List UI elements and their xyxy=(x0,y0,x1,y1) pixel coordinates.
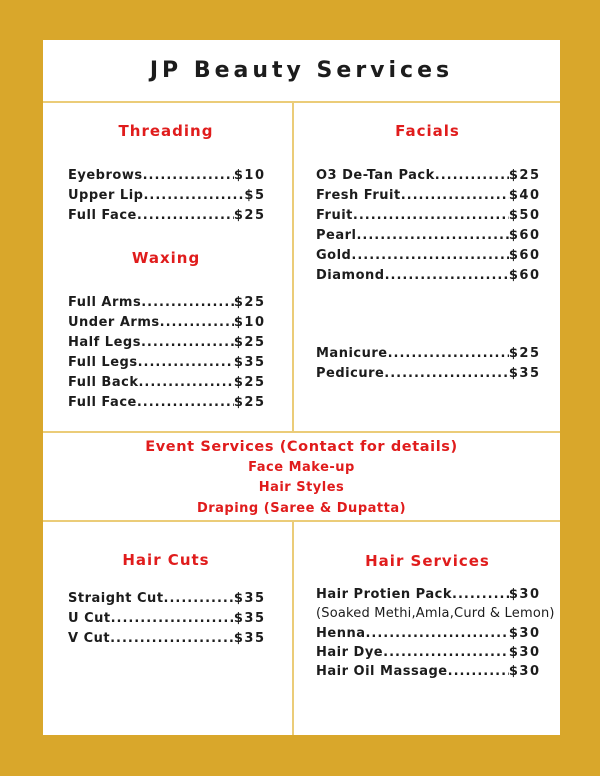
item-label: Full Back xyxy=(68,375,139,390)
menu-item xyxy=(68,186,264,206)
item-price: $35 xyxy=(508,366,541,381)
menu-item xyxy=(316,364,539,384)
menu-item xyxy=(316,206,539,226)
column-threading-waxing xyxy=(43,103,294,431)
item-label: Eyebrows xyxy=(68,168,143,183)
dot-leader xyxy=(137,393,234,413)
item-price: $10 xyxy=(233,168,266,183)
column-hair-cuts xyxy=(43,522,294,735)
hair-protein-pack-note: (Soaked Methi,Amla,Curd & Lemon) xyxy=(316,606,555,622)
item-label: Half Legs xyxy=(68,335,141,350)
dot-leader xyxy=(452,585,509,604)
hair-cuts-heading: Hair Cuts xyxy=(122,551,210,569)
dot-leader xyxy=(448,662,509,681)
item-price: $10 xyxy=(233,315,266,330)
item-label: O3 De-Tan Pack xyxy=(316,168,435,183)
event-service-item: Draping (Saree & Dupatta) xyxy=(196,500,407,516)
item-label: Upper Lip xyxy=(68,188,144,203)
item-label: Straight Cut xyxy=(68,591,164,606)
item-price: $60 xyxy=(508,228,541,243)
menu-item xyxy=(68,629,264,649)
item-label: Diamond xyxy=(316,268,385,283)
item-label: Manicure xyxy=(316,346,388,361)
menu-item xyxy=(316,166,539,186)
dot-leader xyxy=(141,333,234,353)
menu-item xyxy=(316,643,539,662)
menu-item xyxy=(68,333,264,353)
hair-services-heading: Hair Services xyxy=(365,552,490,570)
menu-item xyxy=(316,585,539,604)
item-label: U Cut xyxy=(68,611,111,626)
item-price: $30 xyxy=(508,644,541,660)
item-label: V Cut xyxy=(68,631,111,646)
item-price: $5 xyxy=(244,188,266,203)
page-title: JP Beauty Services xyxy=(149,58,454,83)
main-section xyxy=(43,103,560,431)
dot-leader xyxy=(435,166,509,186)
dot-leader xyxy=(164,589,234,609)
dot-leader xyxy=(111,609,234,629)
item-label: Full Arms xyxy=(68,295,142,310)
column-facials xyxy=(294,103,560,431)
dot-leader xyxy=(384,364,509,384)
item-price: $25 xyxy=(233,395,266,410)
item-price: $25 xyxy=(508,346,541,361)
threading-list xyxy=(68,166,264,226)
dot-leader xyxy=(353,206,509,226)
item-price: $30 xyxy=(508,587,541,602)
dot-leader xyxy=(143,186,244,206)
menu-item xyxy=(68,293,264,313)
hair-services-list xyxy=(316,585,555,681)
menu-item xyxy=(68,393,264,413)
dot-leader xyxy=(110,629,234,649)
waxing-heading: Waxing xyxy=(131,249,201,267)
menu-item xyxy=(68,313,264,333)
waxing-list xyxy=(68,293,264,413)
dot-leader xyxy=(141,293,234,313)
menu-item xyxy=(68,206,264,226)
price-list-sheet xyxy=(43,40,560,735)
item-label: Fresh Fruit xyxy=(316,188,401,203)
threading-heading: Threading xyxy=(118,122,214,140)
hair-cuts-list xyxy=(68,589,264,649)
menu-item xyxy=(68,353,264,373)
nails-list xyxy=(316,344,539,384)
menu-item xyxy=(316,186,539,206)
item-price: $35 xyxy=(233,611,266,626)
item-label: Pearl xyxy=(316,228,357,243)
item-label: Henna xyxy=(316,625,366,641)
dot-leader xyxy=(160,313,234,333)
item-price: $35 xyxy=(233,631,266,646)
item-label: Full Face xyxy=(68,208,137,223)
item-label: Gold xyxy=(316,248,352,263)
menu-item xyxy=(316,246,539,266)
facials-list xyxy=(316,166,539,286)
item-price: $40 xyxy=(508,188,541,203)
item-price: $35 xyxy=(233,355,266,370)
menu-item xyxy=(316,226,539,246)
dot-leader xyxy=(388,344,509,364)
menu-item xyxy=(316,266,539,286)
dot-leader xyxy=(143,166,234,186)
item-price: $35 xyxy=(233,591,266,606)
dot-leader xyxy=(137,206,234,226)
facials-heading: Facials xyxy=(395,122,460,140)
item-price: $60 xyxy=(508,248,541,263)
title-bar xyxy=(43,40,560,103)
item-label: Hair Dye xyxy=(316,644,384,660)
event-services-band xyxy=(43,431,560,522)
menu-item xyxy=(68,609,264,629)
item-price: $50 xyxy=(508,208,541,223)
item-label: Hair Protien Pack xyxy=(316,587,452,602)
item-price: $25 xyxy=(233,335,266,350)
item-price: $25 xyxy=(508,168,541,183)
dot-leader xyxy=(356,226,508,246)
item-label: Fruit xyxy=(316,208,353,223)
item-label: Under Arms xyxy=(68,315,160,330)
item-label: Hair Oil Massage xyxy=(316,664,448,680)
column-hair-services xyxy=(294,522,560,735)
event-services-heading: Event Services (Contact for details) xyxy=(145,439,458,455)
menu-item xyxy=(316,662,539,681)
item-price: $25 xyxy=(233,295,266,310)
item-label: Full Legs xyxy=(68,355,138,370)
dot-leader xyxy=(401,186,509,206)
event-service-item: Face Make-up xyxy=(248,460,355,475)
dot-leader xyxy=(365,624,508,643)
menu-item xyxy=(68,373,264,393)
menu-item xyxy=(68,166,264,186)
item-label: Pedicure xyxy=(316,366,385,381)
dot-leader xyxy=(385,266,509,286)
menu-item xyxy=(68,589,264,609)
dot-leader xyxy=(138,353,234,373)
bottom-section xyxy=(43,522,560,735)
event-services-list xyxy=(43,458,560,519)
item-price: $30 xyxy=(508,625,541,641)
menu-item xyxy=(316,624,539,643)
dot-leader xyxy=(351,246,508,266)
item-price: $60 xyxy=(508,268,541,283)
dot-leader xyxy=(138,373,233,393)
dot-leader xyxy=(383,643,509,662)
item-price: $30 xyxy=(508,664,541,680)
item-price: $25 xyxy=(233,208,266,223)
item-price: $25 xyxy=(233,375,266,390)
item-label: Full Face xyxy=(68,395,137,410)
menu-item xyxy=(316,344,539,364)
event-service-item: Hair Styles xyxy=(258,480,345,496)
